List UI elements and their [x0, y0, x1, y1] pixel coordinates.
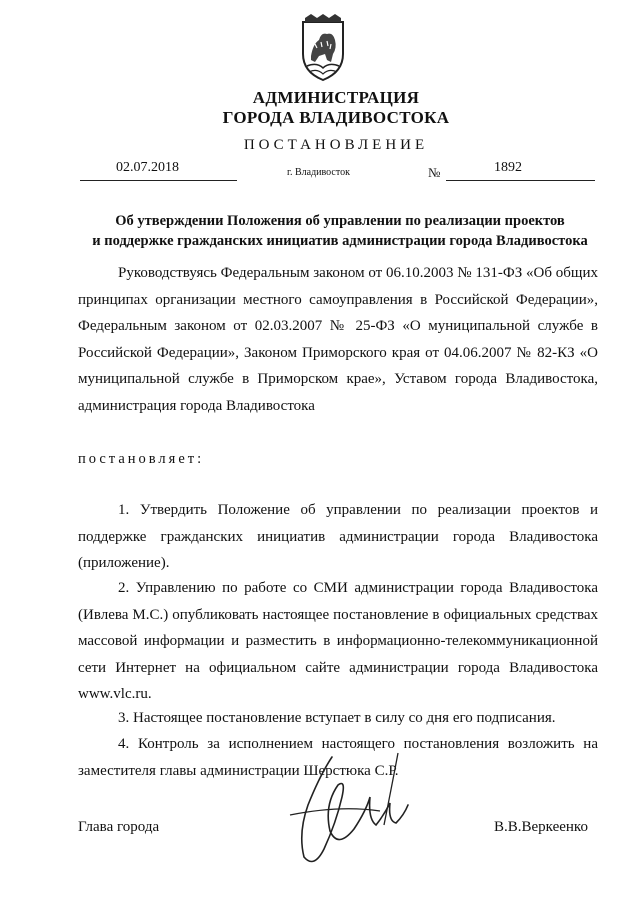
subject-line2: и поддержке гражданских инициатив администрации города Владивостока	[92, 233, 588, 249]
document-number: 1892	[494, 160, 522, 175]
document-subject	[70, 211, 610, 251]
signer-role: Глава города	[78, 819, 160, 835]
document-date: 02.07.2018	[116, 160, 179, 175]
item-4: 4. Контроль за исполнением настоящего постановления возложить на заместителя главы администрации Шерстюка С.Р.	[78, 736, 598, 779]
org-name-line2: ГОРОДА ВЛАДИВОСТОКА	[222, 108, 450, 127]
item-1: 1. Утвердить Положение об управлении по реализации проектов и поддержке гражданских инициатив администрации города Владивостока (приложение).	[78, 502, 598, 571]
decree-word: постановляет:	[78, 451, 205, 467]
vladivostok-coat-of-arms-icon	[297, 14, 349, 82]
preamble-paragraph: Руководствуясь Федеральным законом от 06.10.2003 № 131-ФЗ «Об общих принципах организации местного самоуправления в Российской Федерации», Федеральным законом от 02.03.2007 № 25-ФЗ «О муниципальной службе в Российской Федерации», Законом Приморского края от 04.06.2007 № 82-КЗ «О муниципальной службе в Приморском крае», Уставом города Владивостока, администрация города Владивостока	[78, 265, 598, 414]
signer-name: В.В.Веркеенко	[494, 819, 588, 835]
item-3: 3. Настоящее постановление вступает в силу со дня его подписания.	[118, 710, 556, 726]
document-city: г. Владивосток	[287, 167, 350, 178]
item-2: 2. Управлению по работе со СМИ администрации города Владивостока (Ивлева М.С.) опубликовать настоящее постановление в официальных средствах массовой информации и разместить в информационно-телекоммуникационной сети Интернет на официальном сайте администрации города Владивостока www.vlc.ru.	[78, 580, 598, 702]
handwritten-signature-icon	[280, 745, 430, 875]
org-name-line1: АДМИНИСТРАЦИЯ	[252, 88, 420, 107]
subject-line1: Об утверждении Положения об управлении по реализации проектов	[115, 213, 565, 229]
number-underline	[446, 180, 595, 181]
date-underline	[80, 180, 237, 181]
number-sign: №	[428, 165, 441, 180]
document-type: ПОСТАНОВЛЕНИЕ	[243, 137, 429, 153]
